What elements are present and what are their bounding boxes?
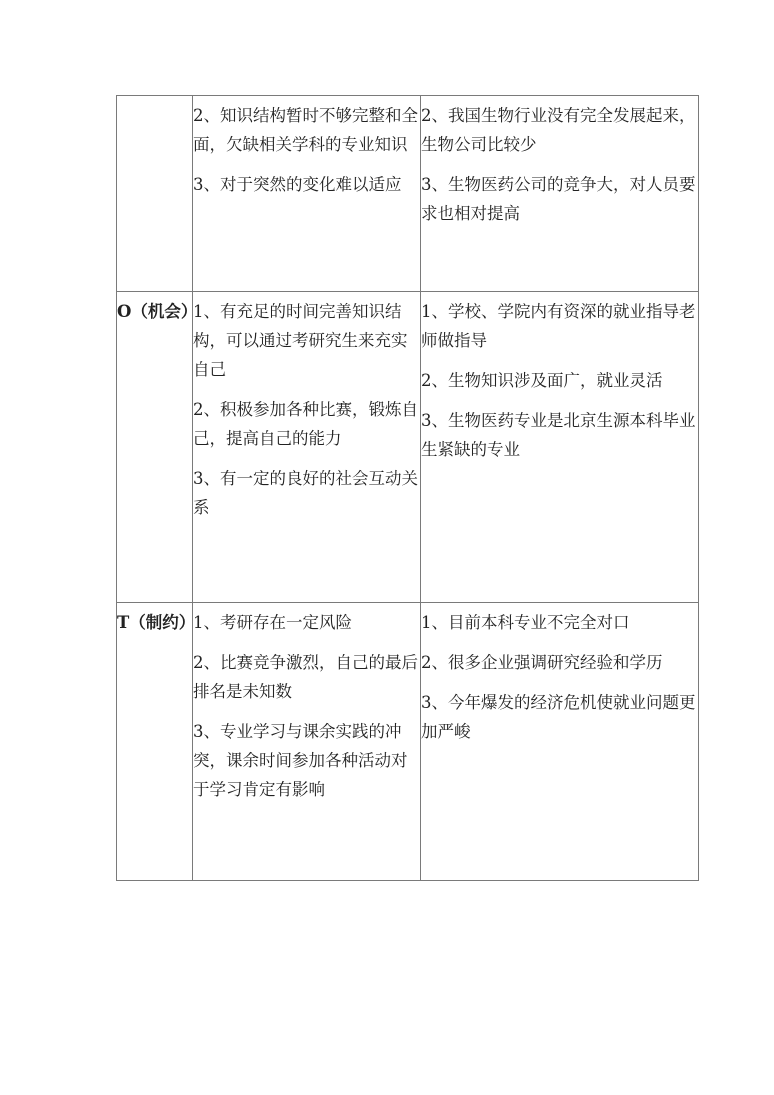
list-item: 2、我国生物行业没有完全发展起来，生物公司比较少 xyxy=(421,106,696,154)
list-item: 1、有充足的时间完善知识结构，可以通过考研究生来充实自己 xyxy=(193,302,408,379)
list-item: 2、知识结构暂时不够完整和全面，欠缺相关学科的专业知识 xyxy=(193,106,418,154)
row-label-threats xyxy=(117,603,196,881)
row-label-empty xyxy=(117,96,193,292)
environment-factors-cell xyxy=(421,292,699,603)
swot-analysis-table xyxy=(116,95,699,881)
list-item: 3、专业学习与课余实践的冲突，课余时间参加各种活动对于学习肯定有影响 xyxy=(193,722,408,799)
table-row-opportunities xyxy=(117,292,699,603)
list-item: 1、考研存在一定风险 xyxy=(193,613,352,632)
personal-factors-cell xyxy=(193,96,421,292)
row-label-opportunities xyxy=(117,292,198,603)
list-item: 3、生物医药专业是北京生源本科毕业生紧缺的专业 xyxy=(421,411,696,459)
table-row-threats xyxy=(117,603,699,881)
list-item: 3、今年爆发的经济危机使就业问题更加严峻 xyxy=(421,693,696,741)
row-label: O（机会） xyxy=(117,302,198,321)
list-item: 2、生物知识涉及面广，就业灵活 xyxy=(421,371,663,390)
list-item: 3、生物医药公司的竞争大，对人员要求也相对提高 xyxy=(421,175,696,223)
list-item: 2、很多企业强调研究经验和学历 xyxy=(421,653,663,672)
list-item: 3、对于突然的变化难以适应 xyxy=(193,175,402,194)
row-label: T（制约） xyxy=(117,613,196,632)
environment-factors-cell xyxy=(421,96,699,292)
list-item: 3、有一定的良好的社会互动关系 xyxy=(193,469,418,517)
environment-factors-cell xyxy=(421,603,699,881)
list-item: 1、目前本科专业不完全对口 xyxy=(421,613,630,632)
table-row-weakness-continued xyxy=(117,96,699,292)
list-item: 2、比赛竞争激烈，自己的最后排名是未知数 xyxy=(193,653,418,701)
list-item: 1、学校、学院内有资深的就业指导老师做指导 xyxy=(421,302,696,350)
personal-factors-cell xyxy=(193,292,421,603)
personal-factors-cell xyxy=(193,603,421,881)
list-item: 2、积极参加各种比赛，锻炼自己，提高自己的能力 xyxy=(193,400,418,448)
